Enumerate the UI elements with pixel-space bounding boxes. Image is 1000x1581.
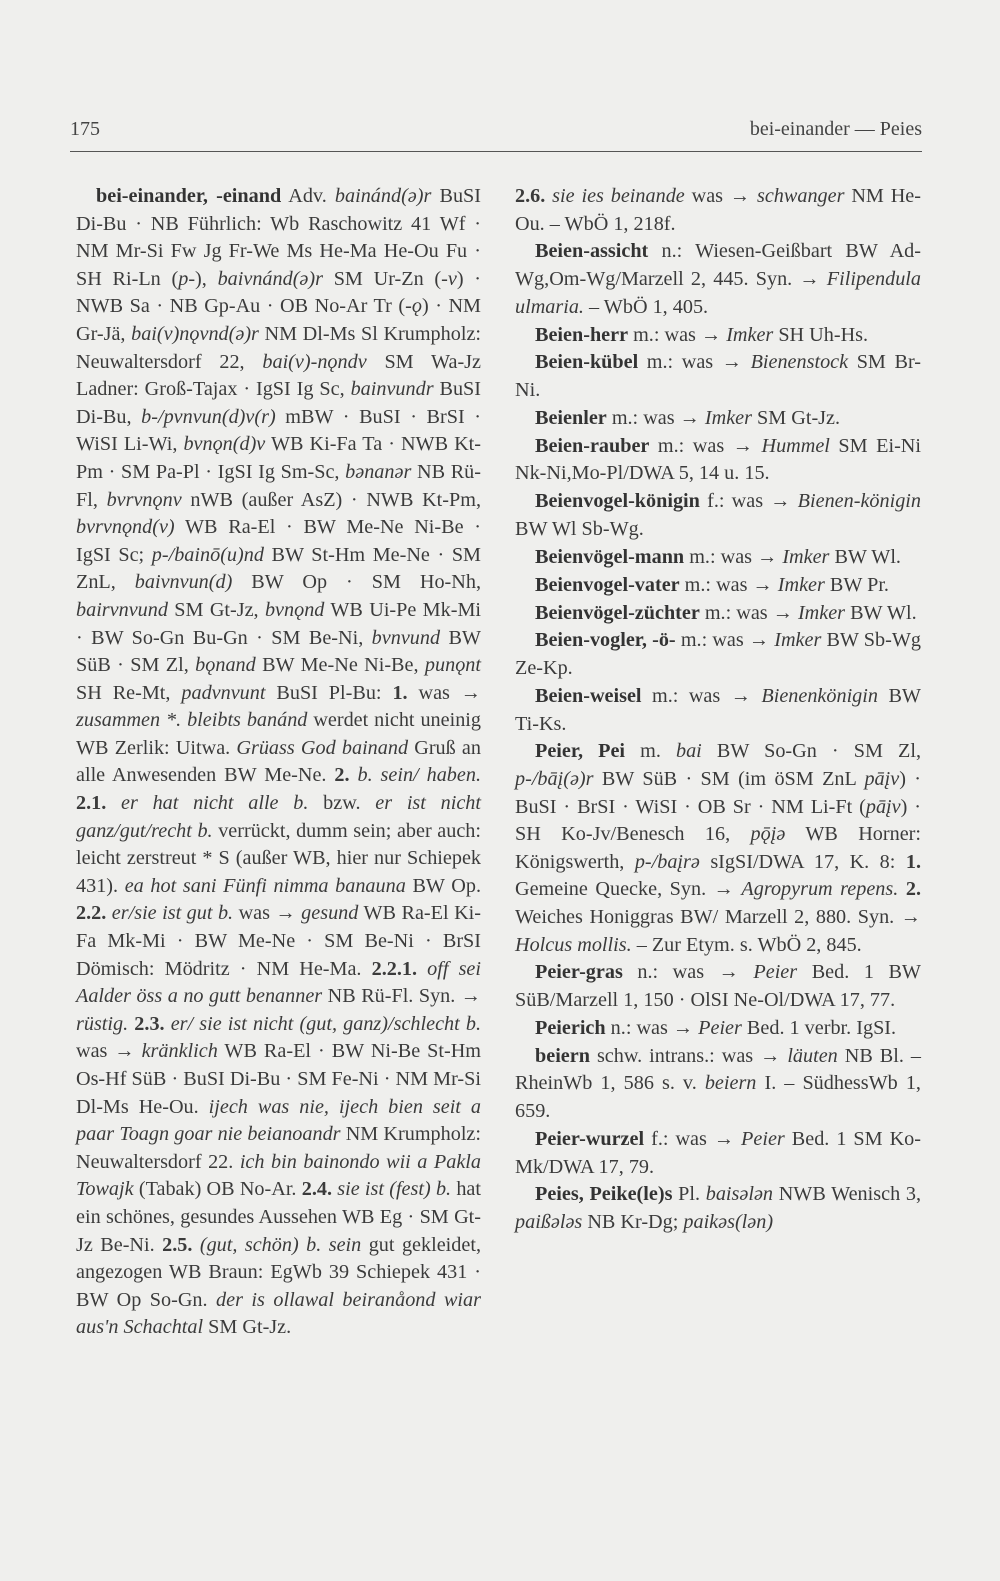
- right-column: [515, 183, 921, 1237]
- italic-form: er/sie ist gut b.: [111, 902, 234, 925]
- dictionary-entry: [515, 1015, 921, 1043]
- entry-text: SM Wa-Jz Ladner: Groß-Tajax · IgSI Ig Sc,: [76, 350, 481, 401]
- headword: Peierich: [535, 1016, 606, 1039]
- entry-text: m.: was →: [638, 351, 751, 374]
- entry-text: ) · NWB Sa · NB Gp-Au · OB No-Ar Tr (: [76, 267, 481, 318]
- entry-text: BW Wl.: [845, 601, 917, 624]
- italic-form: Holcus mollis.: [515, 933, 632, 956]
- italic-form: bainánd(ə)r: [334, 185, 432, 207]
- running-head: [70, 118, 922, 141]
- page-number: 175: [70, 118, 100, 140]
- headword: Peier, Pei: [535, 740, 626, 763]
- sense-number: 2.2.: [76, 902, 107, 925]
- italic-form: zusammen *. bleibts banánd: [76, 709, 308, 732]
- italic-form: gesund: [301, 902, 359, 925]
- entry-text: BW Wl.: [829, 545, 901, 568]
- entry-text: – Zur Etym. s. WbÖ 2, 845.: [631, 933, 862, 956]
- dictionary-entry: [515, 488, 921, 543]
- entry-text: WB Ra-El · BW Ni-Be St-Hm Os-Hf SüB · BuSI Di-Bu · SM Fe-Ni · NM Mr-Si Dl-Ms He-Ou.: [76, 1040, 482, 1118]
- italic-form: pǭįə: [750, 823, 786, 846]
- italic-form: Imker: [797, 601, 846, 624]
- italic-form: bai(v)nǫvnd(ə)r: [131, 322, 259, 345]
- italic-form: ich bin bainondo wii a Pakla Towajk: [76, 1150, 481, 1201]
- entry-text: Bed. 1 SM Ko-Mk/DWA 17, 79.: [515, 1127, 921, 1178]
- entry-text: NM He-Ou. – WbÖ 1, 218f.: [515, 185, 921, 235]
- entry-text: mBW · BuSI · BrSI · WiSI Li-Wi,: [76, 405, 482, 456]
- italic-form: -v: [441, 267, 457, 290]
- italic-form: b-/pvnvun(d)v(r): [141, 405, 276, 428]
- running-title: bei-einander — Peies: [749, 118, 922, 140]
- italic-form: bǫnand: [195, 654, 256, 677]
- entry-text: BW Op.: [405, 874, 481, 897]
- italic-form: baivnánd(ə)r: [217, 267, 323, 290]
- headword: Beien-weisel: [535, 684, 642, 707]
- dictionary-entry: [515, 183, 921, 238]
- entry-text: BW Ti-Ks.: [515, 684, 921, 735]
- italic-form: bənanər: [345, 460, 412, 483]
- italic-form: bai(v)-nǫndv: [262, 350, 367, 373]
- entry-text: WB Horner: Königswerth,: [515, 823, 921, 873]
- headword: Peier-wurzel: [535, 1127, 645, 1150]
- entry-text: m.: was →: [606, 406, 705, 429]
- italic-form: p-/baįrə: [634, 850, 700, 873]
- entry-text: Gemeine Quecke, Syn. →: [515, 878, 742, 901]
- dictionary-entry: [515, 683, 921, 738]
- italic-form: p-/bāį(ə)r: [515, 768, 594, 791]
- dictionary-entry: [515, 322, 921, 350]
- entry-text: SH Uh-Hs.: [773, 323, 869, 346]
- entry-text: SM Gt-Jz,: [167, 598, 265, 621]
- dictionary-entry: [515, 1043, 921, 1126]
- dictionary-entry: [515, 544, 921, 572]
- headword: Beienvogel-königin: [535, 490, 700, 513]
- entry-text: NB Rü-Fl. Syn. →: [322, 985, 481, 1008]
- entry-text: ) · NM Gr-Jä,: [76, 295, 481, 345]
- italic-form: der is ollawal beiranåond wiar aus'n Schachtal: [76, 1288, 481, 1339]
- italic-form: p-/bainō(u)nd: [151, 543, 264, 566]
- entry-text: BW SüB · SM (im öSM ZnL: [593, 768, 865, 791]
- italic-form: padvnvunt: [181, 681, 266, 704]
- entry-text: was →: [684, 185, 757, 207]
- italic-form: Peier: [741, 1127, 785, 1150]
- italic-form: ea hot sani Fünfi nimma banauna: [124, 874, 406, 897]
- entry-text: BuSI Di-Bu,: [76, 378, 481, 428]
- italic-form: bvrvnǫnv: [106, 488, 182, 511]
- entry-text: verrückt, dumm sein; aber auch: leicht zerstreut * S (außer WB, hier nur Schiepek 431).: [76, 819, 481, 897]
- entry-text: SM Br-Ni.: [515, 351, 921, 402]
- entry-text: Bed. 1 verbr. IgSI.: [741, 1016, 897, 1039]
- italic-form: Hummel: [761, 434, 830, 457]
- italic-form: paißələs: [515, 1211, 583, 1234]
- italic-form: punǫnt: [424, 654, 481, 677]
- entry-text: [106, 792, 121, 814]
- sense-number: 2.3.: [134, 1012, 165, 1035]
- dictionary-entry: [515, 405, 921, 433]
- italic-form: pāįv: [864, 768, 900, 791]
- italic-form: läuten: [787, 1044, 838, 1067]
- entry-text: BW So-Gn · SM Zl,: [701, 740, 922, 763]
- italic-form: Imker: [704, 406, 752, 429]
- entry-text: SM Ur-Zn (: [322, 267, 442, 290]
- italic-form: er/ sie ist nicht (gut, ganz)/schlecht b.: [170, 1012, 482, 1035]
- entry-text: Pl.: [672, 1183, 706, 1206]
- dictionary-entry: [515, 238, 921, 321]
- entry-text: m.: was →: [641, 684, 762, 707]
- sense-number: 2.: [334, 764, 350, 787]
- sense-number: 2.5.: [162, 1233, 193, 1256]
- headword: Peies, Peike(le)s: [535, 1183, 673, 1206]
- headword: bei-einander, -einand: [96, 185, 282, 207]
- entry-text: n.: was →: [605, 1016, 699, 1039]
- italic-form: (gut, schön) b. sein: [199, 1233, 362, 1256]
- italic-form: Bienenkönigin: [761, 684, 878, 707]
- entry-text: NM Krumpholz: Neuwaltersdorf 22.: [76, 1123, 481, 1173]
- entry-text: NM Dl-Ms Sl Krumpholz: Neuwaltersdorf 22,: [76, 322, 482, 373]
- entry-text: SM Gt-Jz.: [203, 1316, 292, 1339]
- italic-form: off sei Aalder öss a no gutt benanner: [76, 957, 481, 1008]
- dictionary-entry: [515, 433, 921, 488]
- italic-form: er ist nicht ganz/gut/recht b.: [76, 792, 482, 842]
- entry-text: NB Kr-Dg;: [582, 1211, 684, 1234]
- entry-text: was →: [407, 681, 481, 704]
- entry-text: f.: was →: [644, 1127, 742, 1150]
- italic-form: beiern: [704, 1072, 757, 1095]
- italic-form: bvnǫnd: [264, 598, 325, 621]
- italic-form: p-: [178, 267, 196, 290]
- headword: Beien-kübel: [535, 351, 639, 374]
- italic-form: Imker: [774, 629, 822, 652]
- entry-text: bzw.: [308, 792, 376, 815]
- dictionary-entry: [515, 349, 921, 404]
- headword: beiern: [535, 1044, 590, 1067]
- entry-text: BuSI Pl-Bu:: [265, 681, 393, 704]
- entry-text: m.: was →: [649, 434, 762, 457]
- dictionary-entry: [76, 183, 481, 1342]
- headword: Beien-assicht: [535, 240, 649, 263]
- italic-form: kränklich: [141, 1040, 218, 1063]
- entry-text: f.: was →: [699, 490, 798, 513]
- entry-text: NWB Wenisch 3,: [773, 1183, 921, 1206]
- entry-text: Weiches Honiggras BW/ Marzell 2, 880. Syn. →: [515, 906, 921, 928]
- entry-text: – WbÖ 1, 405.: [583, 295, 709, 318]
- italic-form: sie ist (fest) b.: [337, 1178, 452, 1201]
- entry-text: werdet nicht uneinig WB Zerlik: Uitwa.: [76, 709, 481, 759]
- italic-form: rüstig.: [76, 1012, 129, 1035]
- entry-text: BW SüB · SM Zl,: [76, 626, 481, 677]
- entry-text: n.: Wiesen-Geißbart BW Ad-Wg,Om-Wg/Marzell 2, 445. Syn. →: [515, 240, 921, 291]
- entry-text: m.: was →: [628, 323, 727, 346]
- italic-form: Bienenstock: [750, 351, 849, 374]
- sense-number: 2.1.: [76, 792, 107, 815]
- italic-form: schwanger: [756, 185, 845, 207]
- entry-text: gut gekleidet, angezogen WB Braun: EgWb 39 Schiepek 431 · BW Op So-Gn.: [76, 1233, 481, 1311]
- entry-text: sIgSI/DWA 17, K. 8:: [699, 850, 906, 873]
- entry-text: BW Me-Ne Ni-Be,: [255, 654, 425, 677]
- headword: Beien-vogler, -ö-: [535, 629, 676, 652]
- entry-text: ) · BuSI · BrSI · WiSI · OB Sr · NM Li-Ft (: [515, 768, 921, 818]
- sense-number: 2.6.: [515, 185, 546, 207]
- entry-text: [192, 1234, 199, 1256]
- entry-text: NB Rü-Fl,: [76, 460, 481, 511]
- headword: Beienvogel-vater: [535, 573, 680, 596]
- entry-text: WB Ra-El · BW Me-Ne Ni-Be · IgSI Sc;: [76, 516, 481, 566]
- sense-number: 2.2.1.: [371, 957, 418, 980]
- dictionary-entry: [515, 600, 921, 628]
- entry-text: WB Ki-Fa Ta · NWB Kt-Pm · SM Pa-Pl · IgSI Ig Sm-Sc,: [76, 433, 481, 483]
- sense-number: 1.: [392, 681, 408, 704]
- italic-form: sie ies beinande: [552, 185, 685, 207]
- italic-form: er hat nicht alle b.: [121, 792, 309, 815]
- headword: Beien-rauber: [535, 434, 650, 457]
- dictionary-entry: [515, 959, 921, 1014]
- italic-form: Agropyrum repens.: [741, 878, 899, 901]
- entry-text: was →: [233, 902, 302, 925]
- entry-text: n.: was →: [622, 961, 754, 984]
- entry-text: SH Re-Mt,: [76, 681, 182, 704]
- sense-number: 2.4.: [301, 1178, 332, 1201]
- entry-text: WB Ui-Pe Mk-Mi · BW So-Gn Bu-Gn · SM Be-Ni,: [76, 598, 482, 649]
- entry-text: BW Sb-Wg Ze-Kp.: [515, 629, 921, 680]
- dictionary-entry: [515, 1126, 921, 1181]
- entry-text: ) · SH Ko-Jv/Benesch 16,: [515, 795, 921, 846]
- italic-form: bvnvund: [371, 626, 441, 649]
- entry-text: hat ein schönes, gesundes Aussehen WB Eg · SM Gt-Jz Be-Ni.: [76, 1178, 481, 1256]
- entry-text: NB Bl. – RheinWb 1, 586 s. v.: [515, 1044, 922, 1095]
- dictionary-entry: [515, 738, 921, 959]
- headword: Beienvögel-züchter: [535, 601, 700, 624]
- entry-text: SM Ei-Ni Nk-Ni,Mo-Pl/DWA 5, 14 u. 15.: [515, 434, 921, 485]
- sense-number: 2.: [905, 878, 922, 901]
- header-rule: [70, 151, 922, 152]
- italic-form: bai: [675, 740, 702, 763]
- italic-form: Grüass God bainand: [236, 736, 409, 759]
- dictionary-entry: [515, 1181, 921, 1236]
- sense-number: 1.: [905, 850, 921, 873]
- entry-text: ),: [195, 267, 218, 290]
- dictionary-entry: [515, 627, 921, 682]
- entry-text: SM Gt-Jz.: [751, 406, 841, 429]
- entry-text: [417, 958, 427, 980]
- italic-form: Peier: [753, 961, 798, 984]
- italic-form: Bienen-königin: [797, 490, 921, 513]
- italic-form: Peier: [698, 1016, 742, 1039]
- headword: Beienvögel-mann: [535, 545, 685, 568]
- italic-form: Imker: [777, 573, 825, 596]
- italic-form: bairvnvund: [76, 598, 168, 621]
- entry-text: I. – SüdhessWb 1, 659.: [515, 1072, 921, 1123]
- entry-text: m.: was →: [699, 601, 798, 624]
- entry-text: BW Op · SM Ho-Nh,: [232, 571, 481, 594]
- entry-text: BW St-Hm Me-Ne · SM ZnL,: [76, 543, 482, 594]
- entry-text: BW Pr.: [824, 573, 889, 596]
- headword: Peier-gras: [535, 961, 623, 984]
- italic-form: Filipendula ulmaria.: [515, 268, 921, 318]
- entry-text: nWB (außer AsZ) · NWB Kt-Pm,: [181, 488, 481, 511]
- entry-text: schw. intrans.: was →: [589, 1044, 788, 1067]
- italic-form: Imker: [726, 323, 774, 346]
- italic-form: b. sein/ haben.: [357, 764, 482, 787]
- italic-form: baivnvun(d): [134, 571, 233, 594]
- entry-text: m.: was →: [679, 573, 778, 596]
- italic-form: ijech was nie, ijech bien seit a paar Toagn goar nie beianoandr: [76, 1095, 481, 1146]
- entry-text: m.: was →: [684, 545, 783, 568]
- entry-text: Gruß an alle Anwesenden BW Me-Ne.: [76, 736, 481, 787]
- entry-text: BW Wl Sb-Wg.: [515, 517, 644, 540]
- entry-text: BuSI Di-Bu · NB Führlich: Wb Raschowitz 41 Wf · NM Mr-Si Fw Jg Fr-We Ms He-Ma He-Ou Fu · SH Ri-Ln (: [76, 185, 482, 290]
- entry-text: Bed. 1 BW SüB/Marzell 1, 150 · OlSI Ne-Ol/DWA 17, 77.: [515, 961, 921, 1012]
- italic-form: bvrvnǫnd(v): [76, 516, 175, 539]
- italic-form: paikəs(lən): [683, 1211, 774, 1234]
- entry-text: (Tabak) OB No-Ar.: [133, 1178, 302, 1201]
- entry-text: m.: [625, 740, 676, 763]
- entry-text: m.: was →: [675, 629, 775, 652]
- italic-form: pāįv: [865, 795, 901, 818]
- entry-text: WB Ra-El Ki-Fa Mk-Mi · BW Me-Ne · SM Be-Ni · BrSI Dömisch: Mödritz · NM He-Ma.: [76, 902, 481, 980]
- headword: Beienler: [535, 406, 607, 429]
- italic-form: bainvundr: [350, 378, 434, 401]
- italic-form: baisələn: [705, 1183, 774, 1206]
- entry-text: [898, 878, 906, 900]
- entry-text: Adv.: [281, 185, 335, 207]
- italic-form: bvnǫn(d)v: [183, 433, 266, 456]
- entry-text: was →: [76, 1040, 142, 1063]
- headword: Beien-herr: [535, 323, 629, 346]
- italic-form: -ǫ: [405, 295, 422, 318]
- dictionary-entry: [515, 572, 921, 600]
- left-column: [76, 183, 481, 1342]
- italic-form: Imker: [782, 545, 830, 568]
